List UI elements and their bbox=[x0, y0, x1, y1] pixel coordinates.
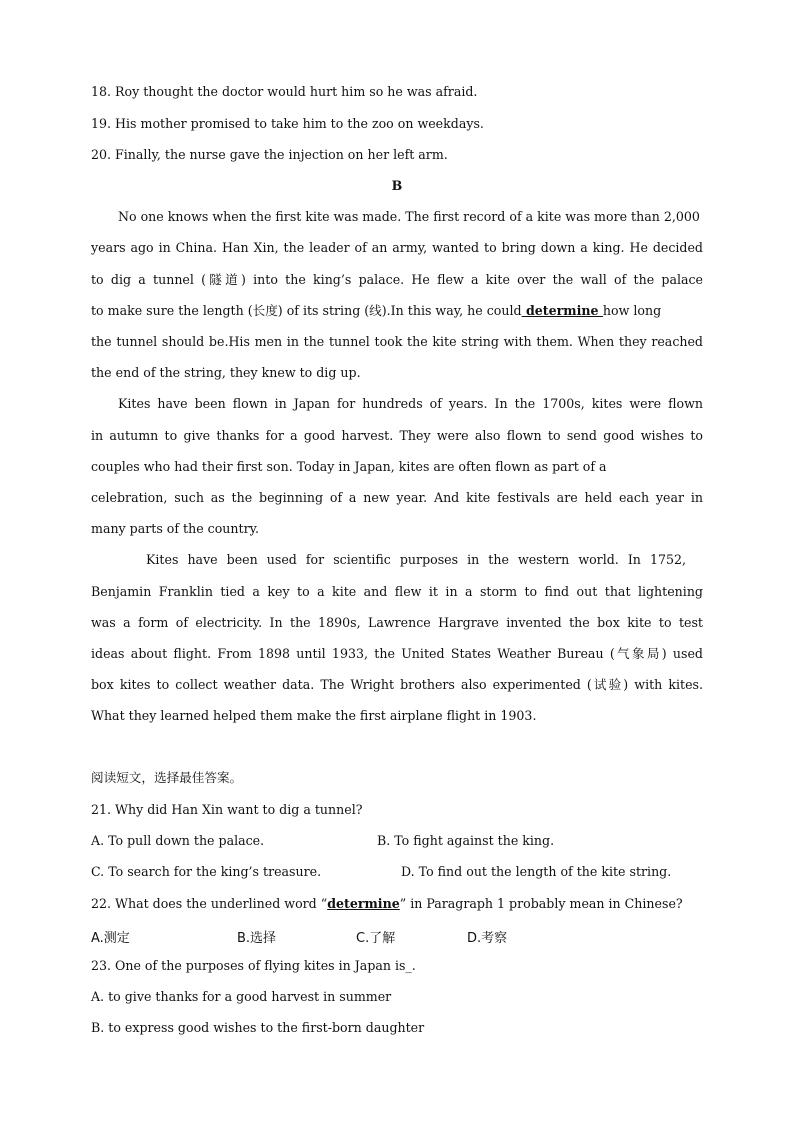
p2-line-4: celebration, such as the beginning of a new year. And kite festivals are held each year in bbox=[91, 490, 703, 505]
q21-option-c: C. To search for the king’s treasure. bbox=[91, 864, 322, 879]
question-18: 18. Roy thought the doctor would hurt him so he was afraid. bbox=[91, 84, 478, 99]
p3-line-3: was a form of electricity. In the 1890s, Lawrence Hargrave invented the box kite to test bbox=[91, 615, 703, 630]
q22-option-d: D.考察 bbox=[467, 931, 508, 946]
p2-line-2: in autumn to give thanks for a good harvest. They were also flown to send good wishes to bbox=[91, 428, 703, 443]
q22-underlined-word: determine bbox=[327, 896, 400, 911]
question-23-stem: 23. One of the purposes of flying kites in Japan is_. bbox=[91, 958, 416, 973]
question-19: 19. His mother promised to take him to the zoo on weekdays. bbox=[91, 116, 484, 131]
p2-line-1: Kites have been flown in Japan for hundreds of years. In the 1700s, kites were flown bbox=[118, 396, 703, 411]
q22-option-c: C.了解 bbox=[356, 931, 396, 946]
p2-line-3: couples who had their first son. Today in Japan, kites are often flown as part of a bbox=[91, 459, 607, 474]
q21-option-a: A. To pull down the palace. bbox=[91, 833, 265, 848]
p1-line-2: years ago in China. Han Xin, the leader of an army, wanted to bring down a king. He decided bbox=[91, 240, 703, 255]
p1-line-3: to dig a tunnel (隧道) into the king’s palace. He flew a kite over the wall of the palace bbox=[91, 272, 703, 287]
q22-option-b: B.选择 bbox=[237, 931, 277, 946]
q21-option-b: B. To fight against the king. bbox=[377, 833, 555, 848]
p1-line-5: the tunnel should be.His men in the tunnel took the kite string with them. When they reached bbox=[91, 334, 703, 349]
p2-line-5: many parts of the country. bbox=[91, 521, 260, 536]
section-heading: B bbox=[391, 178, 403, 193]
p3-line-5: box kites to collect weather data. The Wright brothers also experimented (试验) with kites. bbox=[91, 677, 703, 692]
p3-line-4: ideas about flight. From 1898 until 1933, the United States Weather Bureau (气象局) used bbox=[91, 646, 703, 661]
q23-option-a: A. to give thanks for a good harvest in summer bbox=[91, 989, 392, 1004]
q22-stem-start: 22. What does the underlined word “ bbox=[91, 896, 328, 911]
p1-line-4-end: how long bbox=[602, 303, 662, 318]
question-22-stem bbox=[91, 896, 703, 912]
p3-line-6: What they learned helped them make the first airplane flight in 1903. bbox=[91, 708, 537, 723]
p1-line-4-start: to make sure the length (长度) of its string (线).In this way, he could bbox=[91, 303, 522, 318]
p1-line-4 bbox=[91, 303, 703, 319]
question-21-stem: 21. Why did Han Xin want to dig a tunnel? bbox=[91, 802, 363, 817]
q22-stem-end: ” in Paragraph 1 probably mean in Chinese? bbox=[399, 896, 683, 911]
p1-line-6: the end of the string, they knew to dig up. bbox=[91, 365, 361, 380]
q22-option-a: A.测定 bbox=[91, 931, 130, 946]
p1-line-1: No one knows when the first kite was made. The first record of a kite was more than 2,000 bbox=[118, 209, 700, 224]
underlined-word-determine: determine bbox=[521, 303, 603, 318]
q21-option-d: D. To find out the length of the kite string. bbox=[401, 864, 672, 879]
instruction: 阅读短文，选择最佳答案。 bbox=[91, 770, 243, 785]
p3-line-2: Benjamin Franklin tied a key to a kite and flew it in a storm to find out that lightening bbox=[91, 584, 703, 599]
question-20: 20. Finally, the nurse gave the injection on her left arm. bbox=[91, 147, 448, 162]
q23-option-b: B. to express good wishes to the first-born daughter bbox=[91, 1020, 425, 1035]
p3-line-1: Kites have been used for scientific purposes in the western world. In 1752, bbox=[146, 552, 686, 567]
